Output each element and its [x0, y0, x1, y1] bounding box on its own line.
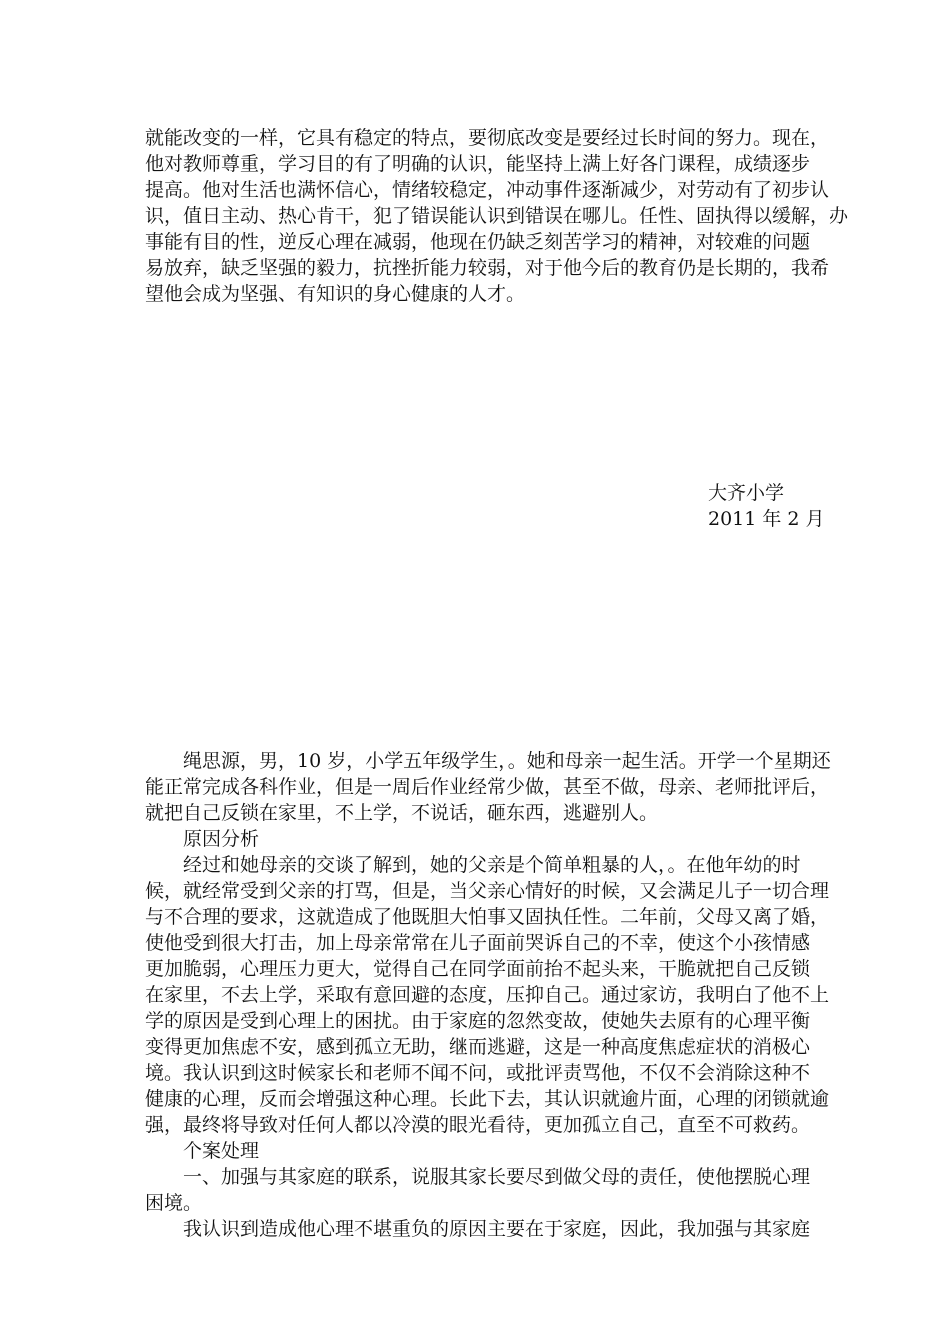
- signature-date: 2011 年 2 月: [708, 508, 825, 530]
- paragraph-line: 就能改变的一样，它具有稳定的特点，要彻底改变是要经过长时间的努力。现在，: [145, 127, 830, 149]
- paragraph-line: 他对教师尊重，学习目的有了明确的认识，能坚持上满上好各门课程，成绩逐步: [145, 153, 811, 175]
- paragraph-line: 在家里，不去上学，采取有意回避的态度，压抑自己。通过家访，我明白了他不上: [145, 984, 830, 1006]
- section-heading-cause-analysis: 原因分析: [183, 828, 260, 850]
- paragraph-line: 一、加强与其家庭的联系，说服其家长要尽到做父母的责任，使他摆脱心理: [183, 1166, 811, 1188]
- paragraph-line: 候，就经常受到父亲的打骂，但是，当父亲心情好的时候，又会满足儿子一切合理: [145, 880, 830, 902]
- paragraph-line: 易放弃，缺乏坚强的毅力，抗挫折能力较弱，对于他今后的教育仍是长期的，我希: [145, 257, 830, 279]
- paragraph-line: 望他会成为坚强、有知识的身心健康的人才。: [145, 283, 526, 305]
- paragraph-line: 识，值日主动、热心肯干，犯了错误能认识到错误在哪儿。任性、固执得以缓解，办: [145, 205, 849, 227]
- paragraph-line: 境。我认识到这时候家长和老师不闻不问，或批评责骂他，不仅不会消除这种不: [145, 1062, 811, 1084]
- section-heading-case-handling: 个案处理: [183, 1140, 260, 1162]
- paragraph-line: 学的原因是受到心理上的困扰。由于家庭的忽然变故，使她失去原有的心理平衡: [145, 1010, 811, 1032]
- paragraph-line: 事能有目的性，逆反心理在减弱，他现在仍缺乏刻苦学习的精神，对较难的问题: [145, 231, 811, 253]
- paragraph-line: 强，最终将导致对任何人都以冷漠的眼光看待，更加孤立自己，直至不可救药。: [145, 1114, 811, 1136]
- paragraph-line: 提高。他对生活也满怀信心，情绪较稳定，冲动事件逐渐减少，对劳动有了初步认: [145, 179, 830, 201]
- paragraph-line: 能正常完成各科作业，但是一周后作业经常少做，甚至不做，母亲、老师批评后，: [145, 776, 830, 798]
- paragraph-line: 与不合理的要求，这就造成了他既胆大怕事又固执任性。二年前，父母又离了婚，: [145, 906, 830, 928]
- paragraph-line: 更加脆弱，心理压力更大，觉得自己在同学面前抬不起头来，干脆就把自己反锁: [145, 958, 811, 980]
- paragraph-line: 变得更加焦虑不安，感到孤立无助，继而逃避，这是一种高度焦虑症状的消极心: [145, 1036, 811, 1058]
- paragraph-line: 就把自己反锁在家里，不上学，不说话，砸东西，逃避别人。: [145, 802, 659, 824]
- school-name: 大齐小学: [708, 482, 785, 504]
- paragraph-line: 绳思源，男，10 岁，小学五年级学生，。她和母亲一起生活。开学一个星期还: [183, 750, 831, 772]
- paragraph-line: 我认识到造成他心理不堪重负的原因主要在于家庭，因此，我加强与其家庭: [183, 1218, 811, 1240]
- paragraph-line: 经过和她母亲的交谈了解到，她的父亲是个简单粗暴的人，。在他年幼的时: [183, 854, 801, 876]
- paragraph-line: 健康的心理，反而会增强这种心理。长此下去，其认识就逾片面，心理的闭锁就逾: [145, 1088, 830, 1110]
- paragraph-line: 使他受到很大打击，加上母亲常常在儿子面前哭诉自己的不幸，使这个小孩情感: [145, 932, 811, 954]
- paragraph-line: 困境。: [145, 1192, 203, 1214]
